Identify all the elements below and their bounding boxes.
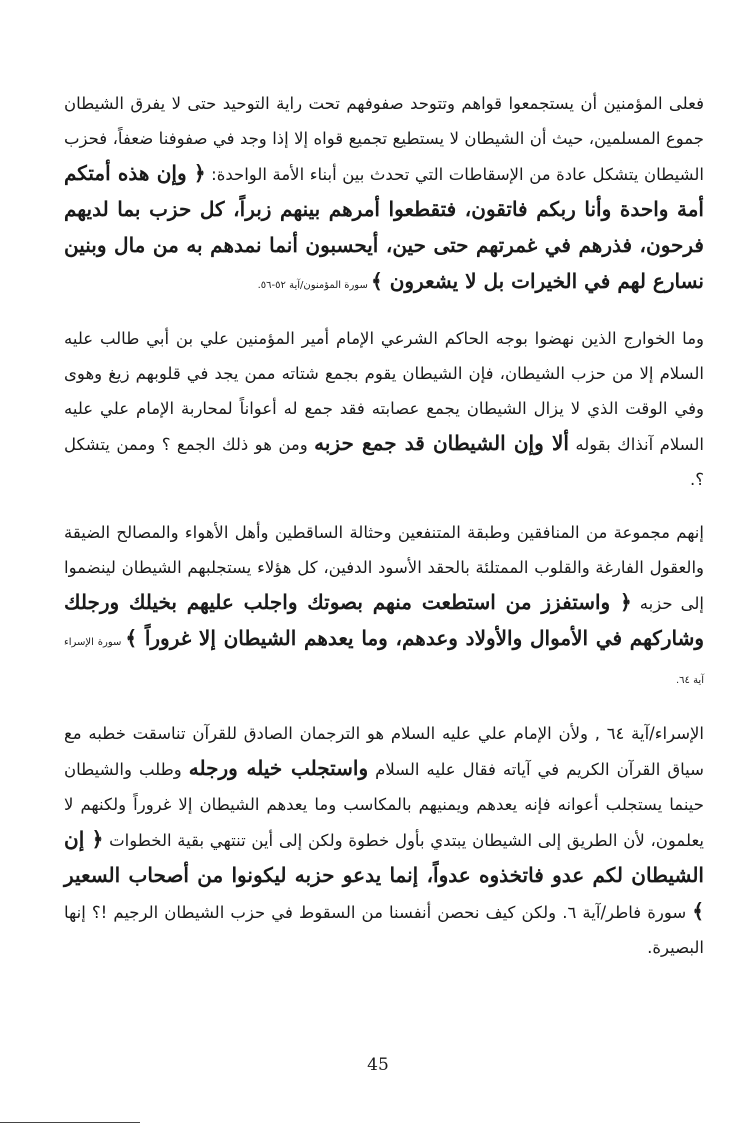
body-text: فعلى المؤمنين أن يستجمعوا قواهم وتتوحد صفوفهم تحت راية التوحيد حتى لا يفرق الشيطان جموع المسلمين، حيث أن الشيطان لا يستطيع تجميع قواه إلا إذا وجد في صفوفنا ضعفاً، فحزب الشيطان يتشكل عادة من الإسقاطات التي تحدث بين أبناء الأمة الواحدة: xyxy=(64,94,704,184)
quoted-text: ﴿ واستفزز من استطعت منهم بصوتك واجلب عليهم بخيلك ورجلك وشاركهم في الأموال والأولاد وعدهم، وما يعدهم الشيطان إلا غروراً ﴾ xyxy=(64,590,704,650)
text-block xyxy=(64,86,704,1026)
body-text: إنهم مجموعة من المنافقين وطبقة المتنفعين وحثالة الساقطين وأهل الأهواء والمصالح الضيقة والعقول الفارغة والقلوب الممتلئة بالحقد الأسود الدفين، كل هؤلاء يستجلبهم الشيطان لينضموا إلى حزبه xyxy=(64,523,704,613)
paragraph xyxy=(64,86,704,303)
quoted-text: ﴿ وإن هذه أمتكم أمة واحدة وأنا ربكم فاتقون، فتقطعوا أمرهم بينهم زبراً، كل حزب بما لديهم فرحون، فذرهم في غمرتهم حتى حين، أيحسبون أنما نمدهم به من مال وبنين نسارع لهم في الخيرات بل لا يشعرون ﴾ xyxy=(64,161,704,293)
paragraph xyxy=(64,321,704,497)
citation: سورة الإسراء آية ٦٤. xyxy=(64,637,704,686)
quoted-text: ﴿ إن الشيطان لكم عدو فاتخذوه عدواً، إنما يدعو حزبه ليكونوا من أصحاب السعير ﴾ xyxy=(64,827,704,923)
body-text: سورة فاطر/آية ٦. ولكن كيف نحصن أنفسنا من السقوط في حزب الشيطان الرجيم !؟ إنها البصيرة. xyxy=(64,903,704,957)
quoted-text: واستجلب خيله ورجله xyxy=(188,756,369,780)
page-number: 45 xyxy=(367,1055,389,1075)
body-text: وطلب والشيطان حينما يستجلب أعوانه فإنه يعدهم ويمنيهم بالمكاسب وما يعدهم الشيطان إلا غروراً ولكنهم لا يعلمون، لأن الطريق إلى الشيطان يبتدي بأول خطوة ولكن إلى أين تنتهي بقية الخطوات xyxy=(64,760,704,850)
body-text: وما الخوارج الذين نهضوا بوجه الحاكم الشرعي الإمام أمير المؤمنين علي بن أبي طالب عليه السلام إلا من حزب الشيطان، فإن الشيطان يقوم بجمع شتاته ممن يجد في قلوبهم زيغ وهوى وفي الوقت الذي لا يزال الشيطان يجمع عصابته فقد جمع له أعواناً لمحاربة الإمام علي عليه السلام آنذاك بقوله xyxy=(64,329,705,454)
citation: سورة المؤمنون/آية ٥٢-٥٦. xyxy=(257,280,372,291)
quoted-text: ألا وإن الشيطان قد جمع حزبه xyxy=(314,431,569,455)
paragraph xyxy=(64,515,704,698)
body-text: الإسراء/آية ٦٤ , ولأن الإمام علي عليه السلام هو الترجمان الصادق للقرآن تناسقت خطبه مع سياق القرآن الكريم في آياته فقال عليه السلام xyxy=(64,724,705,779)
body-text: ومن هو ذلك الجمع ؟ وممن يتشكل ؟. xyxy=(64,435,704,489)
footnote-rule xyxy=(0,1122,140,1123)
paragraph xyxy=(64,716,704,965)
